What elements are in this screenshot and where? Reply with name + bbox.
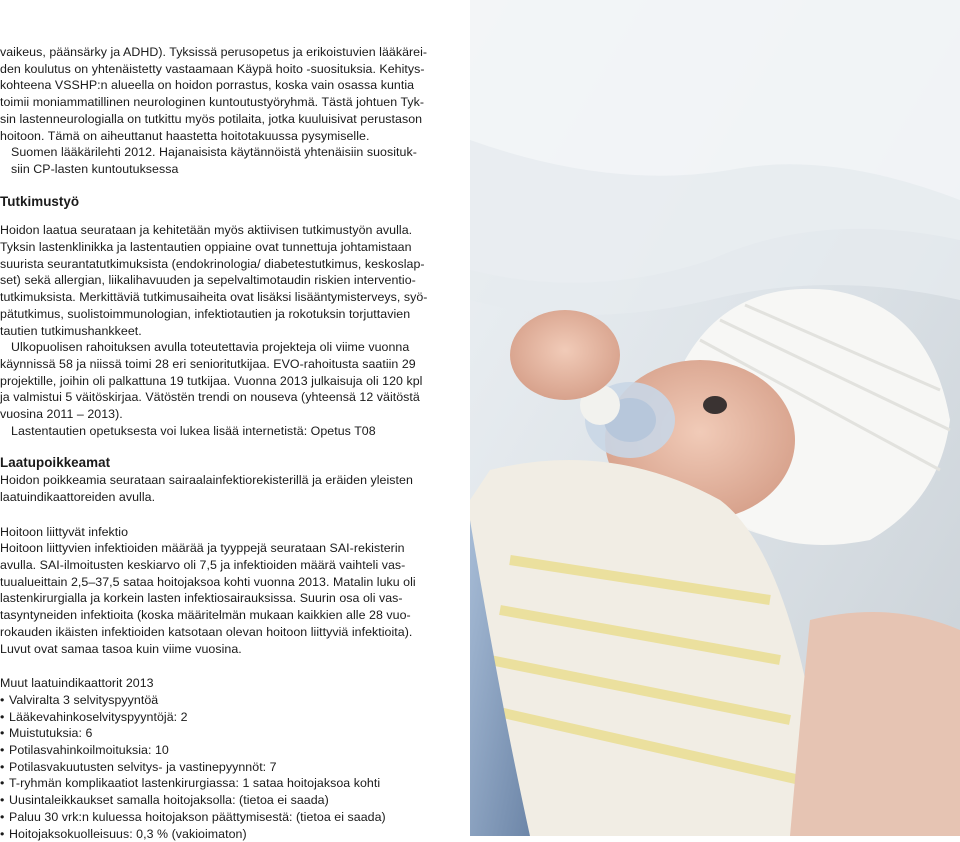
list-item: • Uusintaleikkaukset samalla hoitojaksolla: (tietoa ei saada) [0,792,440,809]
teaching-link-line: Lastentautien opetuksesta voi lukea lisää internetistä: Opetus T08 [11,423,376,438]
subheading-muut-laatuindikaattorit: Muut laatuindikaattorit 2013 [0,676,154,691]
funding-paragraph [0,339,440,423]
infant-photo [470,0,960,836]
text-line: tutkimuksista. Merkittäviä tutkimusaiheita ovat lisäksi lisääntymisterveys, syö- [0,290,428,305]
text-line: tasyntyneiden infektioita (koska määritelmän mukaan kaikkien alle 28 vuo- [0,608,411,623]
text-line: laatuindikaattoreiden avulla. [0,489,156,504]
text-line: Hoidon poikkeamia seurataan sairaalainfektiorekisterillä ja eräiden yleisten [0,473,413,488]
list-item: • Valviralta 3 selvityspyyntöä [0,692,440,709]
article-text-column [0,44,440,842]
text-line: hoitoon. Tämä on aiheuttanut haastetta hoitotakuussa pysymiselle. [0,128,370,143]
text-line: toimii moniammatillinen neurologinen kuntoutustyöryhmä. Tästä johtuen Tyk- [0,95,425,110]
text-line: den koulutus on yhtenäistetty vastaamaan Käypä hoito -suosituksia. Kehitys- [0,61,425,76]
infection-paragraph [0,540,440,657]
text-line: Hoidon laatua seurataan ja kehitetään myös aktiivisen tutkimustyön avulla. [0,223,413,238]
text-line: tuualueittain 2,5–37,5 sataa hoitojaksoa kohti vuonna 2013. Matalin luku oli [0,574,416,589]
section-heading-laatupoikkeamat: Laatupoikkeamat [0,455,111,471]
text-line: kohteena VSSHP:n alueella on hoidon porrastus, koska vain osassa kuntia [0,78,415,93]
list-item: • Muistutuksia: 6 [0,725,440,742]
text-line: Suomen lääkärilehti 2012. Hajanaisista käytännöistä yhtenäisiin suosituk- [11,145,417,160]
subheading-infektio: Hoitoon liittyvät infektio [0,524,129,539]
text-line: siin CP-lasten kuntoutuksessa [11,161,179,176]
text-line: Tyksin lastenklinikka ja lastentautien oppiaine ovat tunnettuja johtamistaan [0,240,412,255]
text-line: rokauden ikäisten infektioiden katsotaan olevan hoitoon liittyviä infektioita). [0,624,413,639]
text-line: vuosina 2011 – 2013). [0,407,123,422]
list-item: • Hoitojaksokuolleisuus: 0,3 % (vakioimaton) [0,826,440,842]
text-line: projektille, joihin oli palkattuna 19 tutkijaa. Vuonna 2013 julkaisuja oli 120 kpl [0,373,423,388]
research-paragraph [0,222,440,339]
text-line: tautien tutkimushankkeet. [0,323,142,338]
text-line: käynnissä 58 ja niissä toimi 28 eri senioritutkijaa. EVO-rahoitusta saatiin 29 [0,356,416,371]
text-line: Ulkopuolisen rahoituksen avulla toteutettavia projekteja oli viime vuonna [11,340,410,355]
text-line: Hoitoon liittyvien infektioiden määrää ja tyyppejä seurataan SAI-rekisterin [0,541,405,556]
text-line: vaikeus, päänsärky ja ADHD). Tyksissä perusopetus ja erikoistuvien lääkärei- [0,45,428,59]
list-item: • Potilasvahinkoilmoituksia: 10 [0,742,440,759]
list-item: • Potilasvakuutusten selvitys- ja vastinepyynnöt: 7 [0,759,440,776]
list-item: • Lääkevahinkoselvityspyyntöjä: 2 [0,709,440,726]
text-line: pätutkimus, suolistoimmunologian, infektiotautien ja rokotuksin torjuttavien [0,306,411,321]
text-line: ja valmistui 5 väitöskirjaa. Vätöstën trendi on nouseva (yhteensä 12 väitöstä [0,390,420,405]
section-heading-tutkimustyo: Tutkimustyö [0,193,80,209]
text-line: sin lastenneurologialla on tutkittu myös potilaita, jotka kuuluisivat perustason [0,111,423,126]
list-item: • T-ryhmän komplikaatiot lastenkirurgiassa: 1 sataa hoitojaksoa kohti [0,775,440,792]
text-line: avulla. SAI-ilmoitusten keskiarvo oli 7,5 ja infektioiden määrä vaihteli vas- [0,557,406,572]
infant-illustration [470,0,960,836]
text-line: lastenkirurgialla ja korkein lasten infektiosairauksissa. Suurin osa oli vas- [0,591,403,606]
text-line: set) sekä allergian, liikalihavuuden ja sepelvaltimotaudin riskien interventio- [0,273,416,288]
list-item: • Paluu 30 vrk:n kuluessa hoitojakson päättymisestä: (tietoa ei saada) [0,809,440,826]
text-line: suurista seurantatutkimuksista (endokrinologia/ diabetestutkimus, keskoslap- [0,256,425,271]
intro-paragraph [0,44,440,144]
indicator-list [0,692,440,842]
reference-paragraph [0,144,440,177]
text-line: Luvut ovat samaa tasoa kuin viime vuosina. [0,641,242,656]
deviation-paragraph [0,472,440,505]
